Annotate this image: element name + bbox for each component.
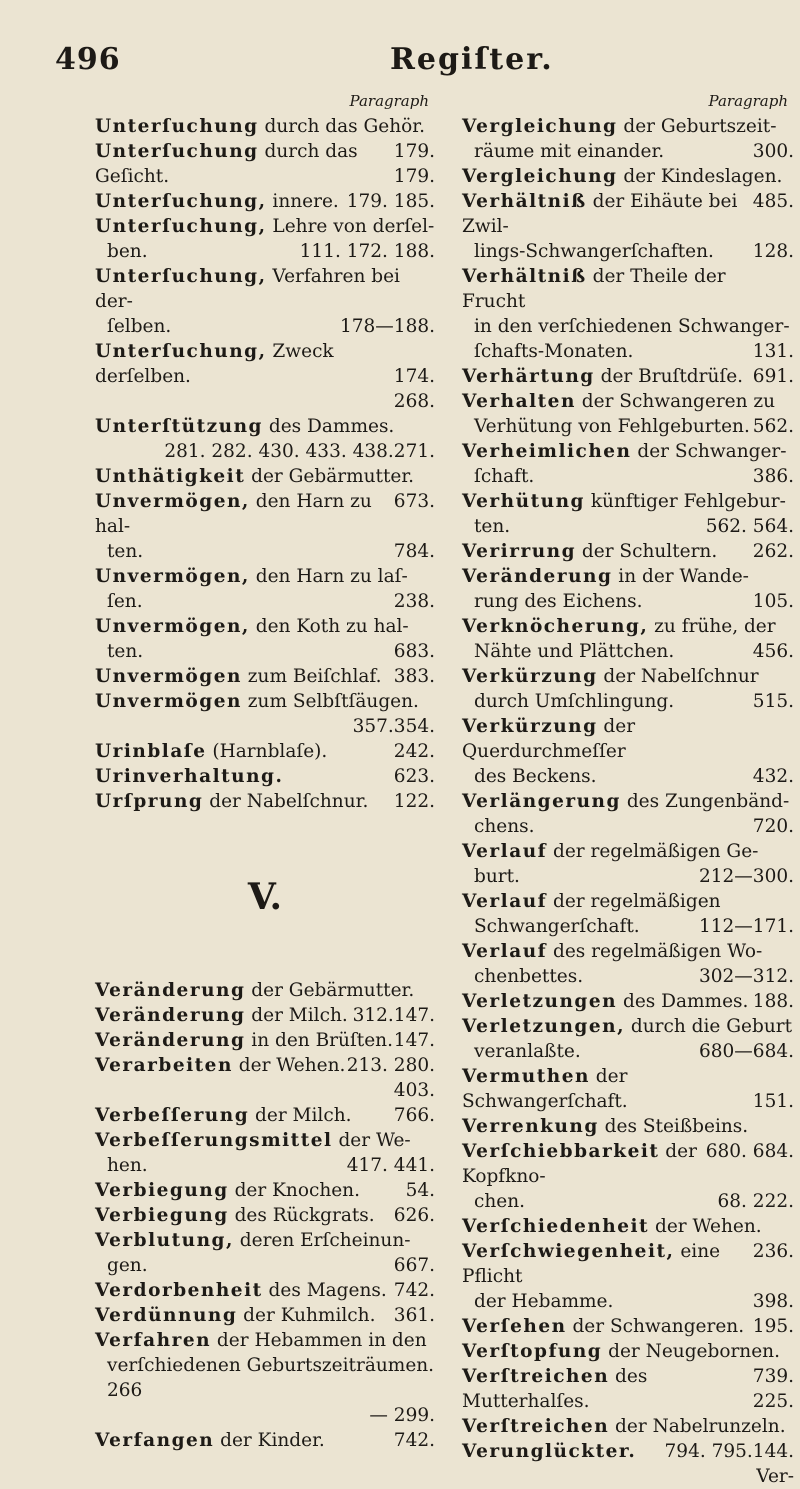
entry-paragraphs: 195. (752, 1316, 794, 1337)
index-entry (95, 339, 435, 414)
entry-text: der Schwangerſchaft. (462, 1066, 628, 1112)
entry-text: des Steißbeins. (598, 1116, 749, 1137)
entry-paragraphs: 262. (752, 541, 794, 562)
entry-continuation (462, 464, 794, 489)
index-entry (462, 1064, 794, 1114)
index-entry (95, 1303, 435, 1328)
entry-paragraphs-extra: — 299. (369, 1405, 435, 1426)
entry-heading: Unvermögen, (95, 491, 250, 512)
entry-paragraphs: 128. (752, 241, 794, 262)
index-entry (95, 739, 435, 764)
column-label: Paragraph (708, 92, 788, 110)
entry-text: der Milch. (249, 1105, 352, 1126)
entry-heading: Unvermögen (95, 666, 242, 687)
entry-paragraphs: 242. (393, 741, 435, 762)
index-entry (462, 939, 794, 989)
entry-paragraphs: 236. (752, 1241, 794, 1262)
entry-text: in der Wande- (612, 566, 749, 587)
entry-heading: Vermuthen (462, 1066, 590, 1087)
index-entry (95, 414, 435, 464)
entry-text: zum Beiſchlaf. (241, 666, 382, 687)
entry-continuation (462, 414, 794, 439)
entry-text: in den Brüſten. (245, 1030, 393, 1051)
entry-paragraphs: 54. (405, 1180, 435, 1201)
entry-heading: Verdorbenheit (95, 1280, 263, 1301)
entry-paragraphs: 147. (393, 1005, 435, 1026)
entry-text: der regelmäßigen Ge- (547, 841, 759, 862)
index-entry (462, 564, 794, 614)
entry-text: der Hebammen in den (211, 1330, 427, 1351)
entry-paragraphs: 623. (393, 766, 435, 787)
catchword: Ver- (756, 1466, 794, 1487)
entry-heading: Verſtreichen (462, 1416, 610, 1437)
entry-text: den Harn zu laſ- (249, 566, 408, 587)
entry-text: ſchaft. (474, 466, 535, 487)
entry-text: des Dammes. (617, 991, 749, 1012)
entry-heading: Verbeſſerung (95, 1105, 250, 1126)
entry-paragraphs: 112—171. (698, 916, 794, 937)
index-entry (95, 1428, 435, 1453)
entry-continuation (462, 964, 794, 989)
entry-heading: Unterſuchung (95, 116, 259, 137)
entry-text: der regelmäßigen (547, 891, 721, 912)
entry-heading: Verhältniß (462, 266, 587, 287)
index-entry (95, 1328, 435, 1428)
entry-heading: Urſprung (95, 791, 204, 812)
index-entry (95, 789, 435, 814)
entry-text: chens. (474, 816, 535, 837)
entry-text: durch die Geburt (625, 1016, 793, 1037)
entry-continuation (95, 239, 435, 264)
entry-paragraphs: 739. (752, 1366, 794, 1387)
index-entry (95, 1103, 435, 1128)
index-entry (462, 539, 794, 564)
entry-paragraphs: 238. (393, 591, 435, 612)
entry-continuation (462, 339, 794, 364)
entry-paragraphs: 691. (752, 366, 794, 387)
entry-text: der Hebamme. (474, 1291, 614, 1312)
entry-text: eine Pflicht (462, 1241, 721, 1287)
entry-heading: Verirrung (462, 541, 577, 562)
entry-text: der Knochen. (228, 1180, 360, 1201)
entry-heading: Veränderung (462, 566, 613, 587)
entry-paragraphs: 151. (752, 1091, 794, 1112)
entry-text: durch das Geſicht. (95, 141, 358, 187)
entry-text: des Beckens. (474, 766, 597, 787)
entry-paragraphs: 742. (393, 1280, 435, 1301)
entry-heading: Verunglückter. (462, 1441, 637, 1462)
entry-continuation (95, 314, 435, 339)
entry-text: hen. (107, 1155, 148, 1176)
entry-paragraphs: 179. (393, 141, 435, 162)
entry-text: der Nabelſchnur. (203, 791, 369, 812)
index-entry (462, 189, 794, 264)
entry-text: den Harn zu hal- (95, 491, 372, 537)
entry-heading: Verhalten (462, 391, 576, 412)
entry-continuation (95, 589, 435, 614)
entry-paragraphs: 680—684. (698, 1041, 794, 1062)
entry-paragraphs: 386. (752, 466, 794, 487)
entry-continuation (462, 514, 794, 539)
entry-text: des Rückgrats. (228, 1205, 375, 1226)
entry-text: der Schwanger- (631, 441, 787, 462)
index-entry (95, 1228, 435, 1278)
entry-heading: Verrenkung (462, 1116, 599, 1137)
index-entry (95, 189, 435, 214)
entry-paragraphs: 68. 222. (717, 1191, 794, 1212)
index-entry (462, 714, 794, 789)
entry-heading: Verfangen (95, 1430, 215, 1451)
entry-paragraphs: 562. 564. (705, 516, 794, 537)
entry-text: der Gebärmutter. (245, 466, 415, 487)
index-entry (462, 1314, 794, 1339)
entry-continuation (95, 639, 435, 664)
entry-continuation (462, 689, 794, 714)
entry-paragraphs: 302—312. (698, 966, 794, 987)
entry-paragraphs-extra: 281. 282. 430. 433. 438. (164, 441, 394, 462)
entry-paragraphs: 515. (752, 691, 794, 712)
entry-paragraphs: 271. (393, 441, 435, 462)
entry-continuation (95, 539, 435, 564)
entry-text: der Kindeslagen. (617, 166, 783, 187)
entry-heading: Verſchwiegenheit, (462, 1241, 675, 1262)
entry-heading: Verlauf (462, 891, 548, 912)
entry-text: den Koth zu hal- (249, 616, 409, 637)
index-entry (95, 214, 435, 264)
entry-heading: Unterſuchung, (95, 341, 267, 362)
index-entry (462, 889, 794, 939)
entry-heading: Unterſuchung, (95, 216, 267, 237)
entry-heading: Verletzungen, (462, 1016, 626, 1037)
entry-text: des Mutterhalſes. (462, 1366, 648, 1412)
entry-paragraphs: 147. (393, 1030, 435, 1051)
entry-continuation (462, 914, 794, 939)
entry-text: Verfahren bei der- (95, 266, 400, 312)
entry-text: der We- (332, 1130, 411, 1151)
index-entry (95, 764, 435, 789)
page-header (0, 42, 800, 82)
entry-text: rung des Eichens. (474, 591, 643, 612)
entry-paragraphs: 456. (752, 641, 794, 662)
entry-paragraphs-extra: 268. (393, 391, 435, 412)
entry-text: burt. (474, 866, 520, 887)
entry-text: veranlaßte. (474, 1041, 581, 1062)
entry-heading: Verkürzung (462, 666, 598, 687)
entry-paragraphs: 144. (752, 1441, 794, 1462)
entry-paragraphs-extra: 357. (352, 716, 394, 737)
entry-text: der Schwangeren zu (575, 391, 776, 412)
entry-heading: Verarbeiten (95, 1055, 233, 1076)
index-entry (462, 1014, 794, 1064)
entry-text: lings-Schwangerſchaften. (474, 241, 714, 262)
entry-continuation (462, 1189, 794, 1214)
entry-text: der Gebärmutter. (245, 980, 415, 1001)
entry-paragraphs: 122. (393, 791, 435, 812)
entry-text: (Harnblaſe). (206, 741, 328, 762)
index-entry (95, 564, 435, 614)
entry-continuation (462, 139, 794, 164)
entry-heading: Verblutung, (95, 1230, 234, 1251)
entry-paragraphs: 784. (393, 541, 435, 562)
entry-text: ten. (107, 541, 144, 562)
entry-paragraphs: 680. 684. (705, 1141, 794, 1162)
entry-text: der Querdurchmeſſer (462, 716, 636, 762)
entry-text: gen. (107, 1255, 148, 1276)
entry-heading: Verdünnung (95, 1305, 238, 1326)
entry-continuation (95, 1253, 435, 1278)
entry-text: ſelben. (107, 316, 172, 337)
index-entry (95, 1053, 435, 1103)
entry-continuation (462, 864, 794, 889)
section-letter: V. (247, 876, 283, 918)
index-entry (95, 264, 435, 339)
entry-text: in den verſchiedenen Schwanger- (474, 316, 790, 337)
index-entry (462, 114, 794, 164)
index-entry (95, 1128, 435, 1178)
entry-text: der Wehen. (232, 1055, 346, 1076)
entry-heading: Vergleichung (462, 166, 618, 187)
entry-heading: Verlauf (462, 941, 548, 962)
index-entry (462, 364, 794, 389)
entry-continuation (462, 589, 794, 614)
entry-paragraphs: 720. (752, 816, 794, 837)
index-entry (462, 1439, 794, 1464)
entry-paragraphs: 111. 172. 188. (299, 241, 435, 262)
entry-continuation (462, 1039, 794, 1064)
entry-heading: Verbiegung (95, 1205, 229, 1226)
index-entry (95, 1278, 435, 1303)
entry-text: deren Erſcheinun- (233, 1230, 411, 1251)
entry-text: Zweck derſelben. (95, 341, 334, 387)
entry-heading: Verhältniß (462, 191, 587, 212)
entry-text: der Kinder. (214, 1430, 325, 1451)
entry-heading: Urinverhaltung. (95, 766, 284, 787)
entry-paragraphs: 485. (752, 191, 794, 212)
index-entry (95, 664, 435, 689)
entry-paragraphs: 179. 185. (346, 191, 435, 212)
page-title: Regiſter. (390, 42, 554, 77)
index-entry (95, 139, 435, 189)
index-entry (462, 489, 794, 539)
entry-continuation (462, 764, 794, 789)
entry-heading: Verknöcherung, (462, 616, 649, 637)
index-entry (95, 1178, 435, 1203)
entry-heading: Verlauf (462, 841, 548, 862)
entry-paragraphs: 794. 795. (664, 1441, 753, 1462)
entry-text: zu frühe, der (648, 616, 776, 637)
entry-heading: Veränderung (95, 980, 246, 1001)
left-column (95, 92, 435, 1453)
entry-text: der Kuhmilch. (237, 1305, 376, 1326)
entry-text: ben. (107, 241, 148, 262)
column-label: Paragraph (349, 92, 429, 110)
index-entry (95, 614, 435, 664)
entry-text: Lehre von derſel- (266, 216, 435, 237)
entry-paragraphs: 626. (393, 1205, 435, 1226)
entry-continuation (462, 239, 794, 264)
entry-paragraphs: 667. (393, 1255, 435, 1276)
entry-text: der Bruſtdrüſe. (594, 366, 744, 387)
entry-text: der Neugebornen. (602, 1341, 780, 1362)
entry-heading: Unthätigkeit (95, 466, 246, 487)
entry-text: chen. (474, 1191, 526, 1212)
entry-paragraphs: 417. 441. (346, 1155, 435, 1176)
entry-paragraphs: 300. (752, 141, 794, 162)
entry-paragraphs: 683. (393, 641, 435, 662)
entry-text: des Magens. (262, 1280, 387, 1301)
entry-heading: Verſchiebbarkeit (462, 1141, 660, 1162)
entry-paragraphs: 225. (752, 1391, 794, 1412)
entry-heading: Verbeſſerungsmittel (95, 1130, 333, 1151)
index-entry (462, 989, 794, 1014)
entry-text: der Eihäute bei Zwil- (462, 191, 738, 237)
entry-heading: Verletzungen (462, 991, 618, 1012)
entry-paragraphs: 383. (393, 666, 435, 687)
entry-text: der Nabelſchnur (597, 666, 759, 687)
index-entry (462, 439, 794, 489)
entry-continuation (462, 314, 794, 339)
entry-text: der Wehen. (649, 1216, 762, 1237)
entry-heading: Urinblaſe (95, 741, 207, 762)
entry-heading: Unterſtützung (95, 416, 263, 437)
entry-continuation (462, 1289, 794, 1314)
entry-text: des Dammes. (263, 416, 395, 437)
entry-heading: Verbiegung (95, 1180, 229, 1201)
entry-paragraphs: 213. 280. (346, 1055, 435, 1076)
entry-list-v (95, 978, 435, 1453)
index-entry (95, 114, 435, 162)
entry-heading: Unvermögen, (95, 566, 250, 587)
entry-heading: Verheimlichen (462, 441, 632, 462)
entry-text: Nähte und Plättchen. (474, 641, 675, 662)
entry-heading: Verſtreichen (462, 1366, 610, 1387)
page-number: 496 (55, 42, 121, 77)
entry-continuation (462, 639, 794, 664)
entry-text: des Zungenbänd- (620, 791, 790, 812)
entry-text: der Theile der Frucht (462, 266, 726, 312)
entry-text: ſchafts-Monaten. (474, 341, 634, 362)
entry-heading: Unvermögen, (95, 616, 250, 637)
entry-heading: Unterſuchung, (95, 266, 267, 287)
entry-text: ten. (474, 516, 511, 537)
entry-paragraphs: 212—300. (698, 866, 794, 887)
index-entry (462, 664, 794, 714)
entry-paragraphs-extra: 403. (393, 1080, 435, 1101)
entry-text: ten. (107, 641, 144, 662)
entry-paragraphs: 178—188. (339, 316, 435, 337)
index-entry (462, 1239, 794, 1314)
entry-paragraphs: 354. (393, 716, 435, 737)
entry-text: verſchiedenen Geburtszeiträumen. 266 (107, 1355, 435, 1401)
index-entry (462, 789, 794, 839)
entry-text: Schwangerſchaft. (474, 916, 640, 937)
entry-heading: Verhärtung (462, 366, 595, 387)
entry-paragraphs: 188. (752, 991, 794, 1012)
entry-text: der Schultern. (576, 541, 718, 562)
entry-text: räume mit einander. (474, 141, 665, 162)
index-entry (462, 614, 794, 664)
index-entry (462, 839, 794, 889)
entry-paragraphs: 312. (352, 1005, 394, 1026)
index-entry (95, 689, 435, 739)
entry-continuation (95, 1153, 435, 1178)
entry-text: der Nabelrunzeln. (609, 1416, 786, 1437)
entry-text: Verhütung von Fehlgeburten. (474, 416, 750, 437)
index-entry (462, 389, 794, 439)
entry-heading: Unterſuchung, (95, 191, 267, 212)
entry-list-v-continued (462, 114, 794, 1464)
entry-heading: Verlängerung (462, 791, 621, 812)
index-entry (95, 1003, 435, 1028)
entry-heading: Veränderung (95, 1030, 246, 1051)
entry-heading: Verſehen (462, 1316, 567, 1337)
entry-text: zum Selbſtſäugen. (241, 691, 419, 712)
entry-heading: Verfahren (95, 1330, 212, 1351)
index-entry (95, 489, 435, 564)
entry-text: chenbettes. (474, 966, 584, 987)
entry-text: durch das Gehör. (258, 116, 425, 137)
entry-text: ſen. (107, 591, 143, 612)
entry-text: durch Umſchlingung. (474, 691, 675, 712)
entry-paragraphs: 766. (393, 1105, 435, 1126)
entry-paragraphs: 179. (393, 166, 435, 187)
entry-heading: Verſtopfung (462, 1341, 603, 1362)
entry-heading: Verkürzung (462, 716, 598, 737)
entry-paragraphs: 105. (752, 591, 794, 612)
entry-heading: Verhütung (462, 491, 585, 512)
entry-paragraphs: 742. (393, 1430, 435, 1451)
entry-text: der Milch. (245, 1005, 348, 1026)
index-entry (95, 1203, 435, 1228)
entry-heading: Verſchiedenheit (462, 1216, 650, 1237)
entry-paragraphs: 432. (752, 766, 794, 787)
entry-paragraphs: 174. (393, 366, 435, 387)
entry-heading: Unvermögen (95, 691, 242, 712)
entry-text: der Schwangeren. (566, 1316, 745, 1337)
entry-continuation (462, 814, 794, 839)
index-entry (462, 264, 794, 364)
entry-text: des regelmäßigen Wo- (547, 941, 763, 962)
entry-text: innere. (266, 191, 339, 212)
index-entry (462, 1364, 794, 1414)
entry-list-u (95, 114, 435, 814)
entry-text: der Geburtszeit- (617, 116, 777, 137)
entry-heading: Veränderung (95, 1005, 246, 1026)
entry-heading: Unterſuchung (95, 141, 259, 162)
entry-paragraphs: 673. (393, 491, 435, 512)
entry-text: der Kopfkno- (462, 1141, 697, 1187)
entry-paragraphs: 398. (752, 1291, 794, 1312)
entry-text: künftiger Fehlgebur- (584, 491, 786, 512)
entry-heading: Vergleichung (462, 116, 618, 137)
index-entry (95, 1028, 435, 1053)
entry-paragraphs: 131. (752, 341, 794, 362)
right-column (462, 92, 794, 1489)
entry-paragraphs: 361. (393, 1305, 435, 1326)
entry-paragraphs: 562. (752, 416, 794, 437)
